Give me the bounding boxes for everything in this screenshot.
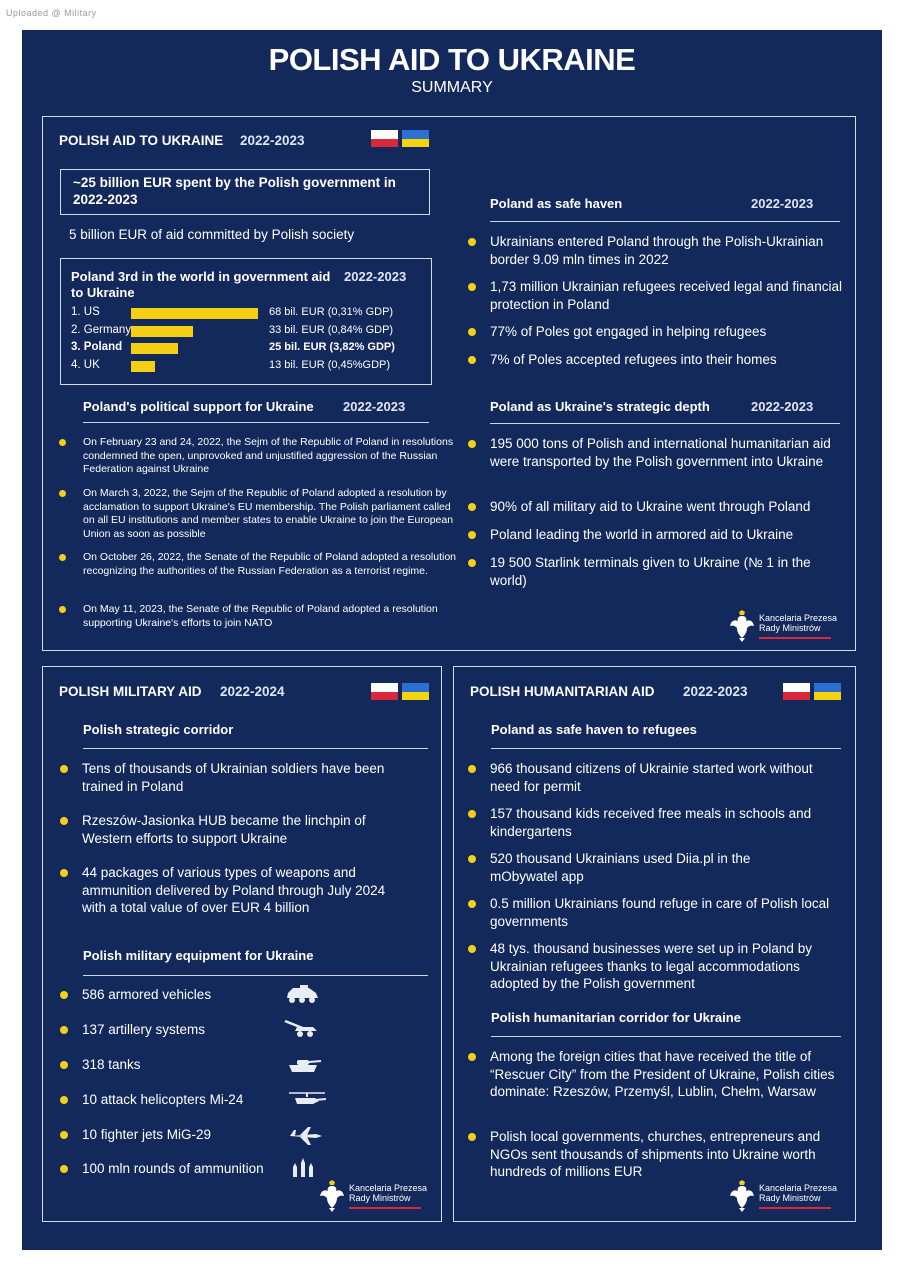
poland-flag-icon — [371, 130, 398, 147]
humanitarian-section-years: 2022-2023 — [683, 684, 748, 699]
safe-haven-item: 1,73 million Ukrainian refugees received legal and financial protection in Poland — [468, 278, 842, 313]
political-item: On October 26, 2022, the Senate of the Republic of Poland adopted a resolution recognizing the authorities of the Russian Federation as a terrorist regime. — [59, 551, 458, 578]
fighter-jet-icon — [286, 1125, 326, 1147]
poland-flag-icon — [371, 683, 398, 700]
safe-haven-item: Ukrainians entered Poland through the Polish-Ukrainian border 9.09 mln times in 2022 — [468, 233, 842, 268]
safe-haven-title: Poland as safe haven — [490, 196, 623, 211]
political-item: On March 3, 2022, the Sejm of the Republic of Poland adopted a resolution by acclamation to support Ukraine's EU membership. The Polish parliament called on all EU institutions and member states to enable Ukraine to join the European Union as soon as possible — [59, 487, 458, 541]
refugees-item: 48 tys. thousand businesses were set up in Poland by Ukrainian refugees thanks to legal accommodations adopted by the Polish government — [468, 940, 842, 993]
logo-text: Kancelaria Prezesa Rady Ministrów — [349, 1183, 428, 1203]
artillery-icon — [283, 1017, 323, 1039]
ammunition-icon — [285, 1157, 325, 1179]
chancellery-logo — [729, 610, 837, 642]
political-item: On May 11, 2023, the Senate of the Republic of Poland adopted a resolution supporting Ukraine's efforts to join NATO — [59, 603, 458, 630]
ranking-value: 13 bil. EUR (0,45%GDP) — [269, 358, 391, 371]
ranking-box — [60, 258, 432, 385]
ranking-country-label: 2. Germany — [71, 323, 132, 336]
strategic-depth-item: 90% of all military aid to Ukraine went through Poland — [468, 498, 842, 516]
refugees-item: 966 thousand citizens of Ukrainie started work without need for permit — [468, 760, 820, 795]
ranking-bar — [131, 308, 258, 319]
strategic-depth-title: Poland as Ukraine's strategic depth — [490, 399, 710, 414]
strategic-depth-item: 19 500 Starlink terminals given to Ukraine (№ 1 in the world) — [468, 554, 842, 589]
military-aid-panel — [42, 666, 442, 1222]
humanitarian-section-title: POLISH HUMANITARIAN AID — [470, 684, 655, 699]
humanitarian-corridor-divider — [491, 1036, 841, 1037]
chancellery-logo — [729, 1180, 837, 1212]
logo-underline — [759, 637, 831, 639]
ukraine-flag-icon — [402, 130, 429, 147]
political-support-years: 2022-2023 — [343, 399, 406, 414]
logo-underline — [349, 1207, 421, 1209]
safe-haven-divider — [490, 221, 840, 222]
equipment-title: Polish military equipment for Ukraine — [83, 948, 314, 963]
ranking-years: 2022-2023 — [344, 269, 407, 284]
chancellery-logo — [319, 1180, 427, 1212]
white-eagle-icon — [729, 1180, 755, 1212]
strategic-corridor-title: Polish strategic corridor — [83, 722, 234, 737]
corridor-item: 44 packages of various types of weapons and ammunition delivered by Poland through July 2024 with a total value of over EUR 4 billion — [60, 864, 412, 917]
military-section-title: POLISH MILITARY AID — [59, 684, 202, 699]
tank-icon — [283, 1055, 323, 1077]
ranking-value: 33 bil. EUR (0,84% GDP) — [269, 323, 394, 336]
refugees-item: 157 thousand kids received free meals in schools and kindergartens — [468, 805, 842, 840]
ranking-country-label: 3. Poland — [71, 341, 123, 353]
watermark: Uploaded @ Military — [6, 8, 97, 18]
poland-flag-icon — [783, 683, 810, 700]
military-section-years: 2022-2024 — [220, 684, 285, 699]
equipment-item: 10 attack helicopters Mi-24 — [60, 1091, 282, 1109]
infographic-poster — [22, 30, 882, 1250]
safe-haven-years: 2022-2023 — [751, 196, 814, 211]
helicopter-icon — [287, 1089, 327, 1111]
ranking-bar — [131, 343, 178, 354]
society-aid-text: 5 billion EUR of aid committed by Polish society — [69, 227, 355, 242]
page-title: POLISH AID TO UKRAINE — [268, 42, 636, 77]
strategic-depth-years: 2022-2023 — [751, 399, 814, 414]
logo-text: Kancelaria Prezesa Rady Ministrów — [759, 613, 838, 633]
logo-text: Kancelaria Prezesa Rady Ministrów — [759, 1183, 838, 1203]
corridor-item: Rzeszów-Jasionka HUB became the linchpin of Western efforts to support Ukraine — [60, 812, 400, 847]
ranking-title: Poland 3rd in the world in government aid to Ukraine — [71, 269, 331, 300]
page-subtitle: SUMMARY — [411, 79, 493, 96]
humanitarian-aid-panel — [453, 666, 856, 1222]
corridor-item: Tens of thousands of Ukrainian soldiers have been trained in Poland — [60, 760, 400, 795]
strategic-depth-divider — [490, 423, 840, 424]
ranking-bar — [131, 326, 193, 337]
political-support-divider — [83, 422, 429, 423]
political-support-title: Poland's political support for Ukraine — [83, 399, 314, 414]
strategic-depth-item: 195 000 tons of Polish and international humanitarian aid were transported by the Polish government into Ukraine — [468, 435, 842, 470]
ranking-country-label: 4. UK — [71, 358, 100, 371]
armored-vehicle-icon — [283, 984, 323, 1006]
equipment-item: 586 armored vehicles — [60, 986, 282, 1004]
humanitarian-corridor-item: Among the foreign cities that have received the title of “Rescuer City” from the President of Ukraine, Polish cities dominate: Rzeszów, Przemyśl, Lublin, Chełm, Warsaw — [468, 1048, 835, 1101]
political-item: On February 23 and 24, 2022, the Sejm of the Republic of Poland in resolutions condemned the open, unprovoked and unjustified aggression of the Russian Federation against Ukraine — [59, 436, 458, 477]
equipment-item: 100 mln rounds of ammunition — [60, 1160, 302, 1178]
humanitarian-corridor-item: Polish local governments, churches, entrepreneurs and NGOs sent thousands of shipments into Ukraine worth hundreds of millions EUR — [468, 1128, 842, 1181]
government-spending-callout: ~25 billion EUR spent by the Polish government in 2022-2023 — [60, 169, 430, 215]
refugees-haven-divider — [491, 748, 841, 749]
refugees-item: 0.5 million Ukrainians found refuge in care of Polish local governments — [468, 895, 830, 930]
equipment-item: 318 tanks — [60, 1056, 282, 1074]
ranking-value: 25 bil. EUR (3,82% GDP) — [269, 341, 395, 353]
safe-haven-item: 7% of Poles accepted refugees into their homes — [468, 351, 842, 369]
equipment-divider — [83, 975, 428, 976]
logo-underline — [759, 1207, 831, 1209]
aid-section-title: POLISH AID TO UKRAINE — [59, 133, 224, 148]
safe-haven-item: 77% of Poles got engaged in helping refugees — [468, 323, 842, 341]
equipment-item: 10 fighter jets MiG-29 — [60, 1126, 282, 1144]
strategic-corridor-divider — [83, 748, 428, 749]
refugees-haven-title: Poland as safe haven to refugees — [491, 722, 697, 737]
humanitarian-corridor-title: Polish humanitarian corridor for Ukraine — [491, 1010, 741, 1025]
aid-section-years: 2022-2023 — [240, 133, 305, 148]
ukraine-flag-icon — [402, 683, 429, 700]
ranking-value: 68 bil. EUR (0,31% GDP) — [269, 306, 394, 318]
ukraine-flag-icon — [814, 683, 841, 700]
ranking-bar — [131, 361, 155, 372]
aid-summary-panel — [42, 116, 856, 651]
strategic-depth-item: Poland leading the world in armored aid to Ukraine — [468, 526, 842, 544]
ranking-country-label: 1. US — [71, 306, 100, 318]
refugees-item: 520 thousand Ukrainians used Diia.pl in the mObywatel app — [468, 850, 820, 885]
white-eagle-icon — [319, 1180, 345, 1212]
equipment-item: 137 artillery systems — [60, 1021, 282, 1039]
white-eagle-icon — [729, 610, 755, 642]
